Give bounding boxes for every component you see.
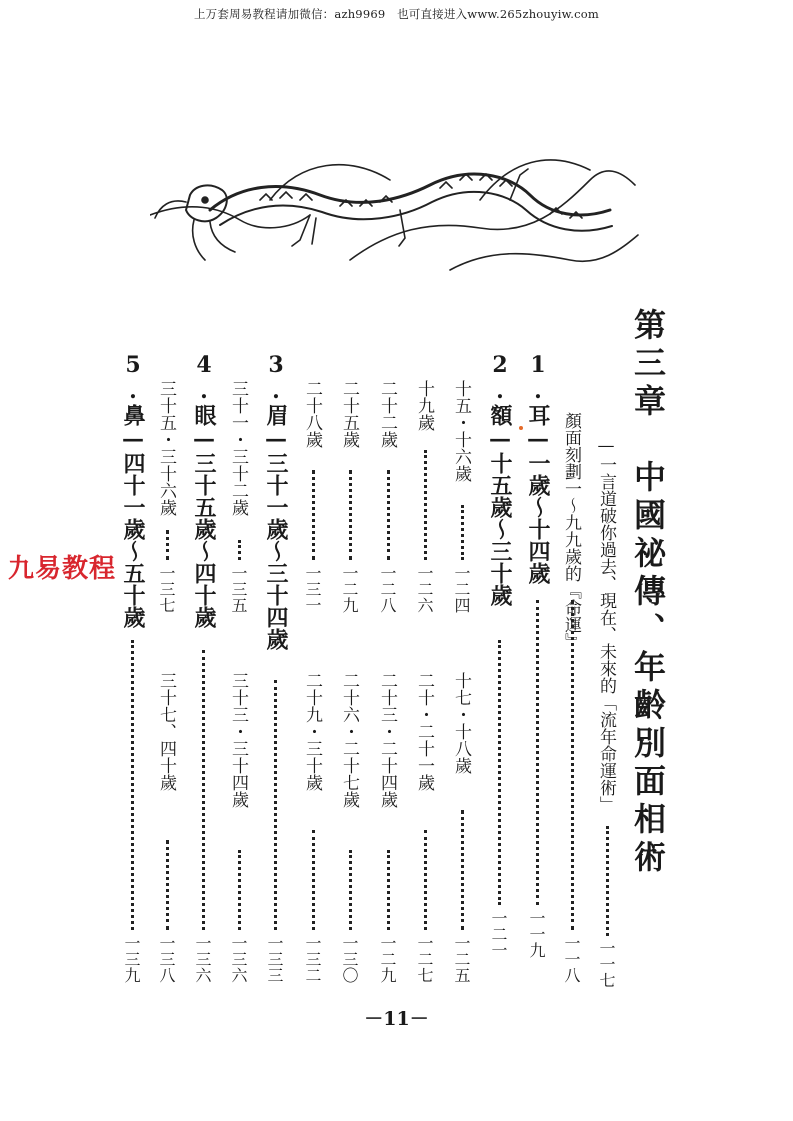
toc-page-number: 一三三 bbox=[265, 935, 284, 983]
toc-entry[interactable]: 三十三・三十四歲 bbox=[228, 672, 248, 808]
toc-entry[interactable]: 二十二歲 bbox=[377, 380, 397, 448]
red-mark bbox=[519, 426, 523, 430]
toc-entry[interactable]: 二十三・二十四歲 bbox=[377, 672, 397, 808]
toc-section-heading[interactable]: 5.鼻—四十一歲〜五十歲 bbox=[120, 352, 146, 628]
toc-page-number: 一三〇 bbox=[340, 935, 359, 983]
toc-page-number: 一二九 bbox=[378, 935, 397, 983]
subtitle-leader bbox=[606, 826, 609, 936]
chapter-title: 第三章 中國祕傳、年齡別面相術 bbox=[629, 308, 667, 878]
toc-page-number: 一三九 bbox=[122, 935, 141, 983]
toc-page-number: 一二六 bbox=[415, 565, 434, 613]
toc-entry[interactable]: 三十五・三十六歲 bbox=[156, 380, 176, 516]
toc-leader-dots bbox=[202, 650, 205, 930]
toc-page-number: 一三一 bbox=[303, 565, 322, 613]
toc-leader-dots bbox=[238, 540, 241, 560]
toc-page-number: 一二七 bbox=[415, 935, 434, 983]
toc-entry[interactable]: 顏面刻劃一〜九九歲的『命運』 bbox=[561, 412, 581, 650]
toc-leader-dots bbox=[387, 470, 390, 560]
toc-page-number: 一三六 bbox=[193, 935, 212, 983]
toc-entry[interactable]: 二十八歲 bbox=[302, 380, 322, 448]
top-banner: 上万套周易教程请加微信：azh9969 也可直接进入www.265zhouyiw.com bbox=[193, 7, 600, 21]
toc-page-number: 一三七 bbox=[157, 565, 176, 613]
toc-leader-dots bbox=[387, 850, 390, 930]
toc-leader-dots bbox=[461, 505, 464, 560]
toc-leader-dots bbox=[131, 640, 134, 930]
chapter-subtitle: —一言道破你過去、現在、未來的「流年命運術」 bbox=[596, 436, 616, 813]
toc-section-heading[interactable]: 4.眼—三十五歲〜四十歲 bbox=[191, 352, 217, 628]
toc-leader-dots bbox=[461, 810, 464, 930]
toc-entry[interactable]: 三十七、四十歲 bbox=[156, 672, 176, 791]
toc-page-number: 一二九 bbox=[340, 565, 359, 613]
toc-leader-dots bbox=[166, 840, 169, 930]
subtitle-page: 一一七 bbox=[597, 940, 616, 988]
toc-page-number: 一二八 bbox=[378, 565, 397, 613]
toc-leader-dots bbox=[536, 600, 539, 905]
toc-entry[interactable]: 十五・十六歲 bbox=[451, 380, 471, 482]
toc-page-number: 一三八 bbox=[157, 935, 176, 983]
toc-leader-dots bbox=[498, 640, 501, 905]
toc-leader-dots bbox=[424, 830, 427, 930]
toc-entry[interactable]: 二十五歲 bbox=[339, 380, 359, 448]
toc-page-number: 一一八 bbox=[562, 935, 581, 983]
toc-section-heading[interactable]: 2.額—十五歲〜三十歲 bbox=[487, 352, 513, 606]
toc-page-number: 一二一 bbox=[489, 910, 508, 958]
toc-entry[interactable]: 三十一・三十二歲 bbox=[228, 380, 248, 516]
toc-leader-dots bbox=[312, 470, 315, 560]
toc-leader-dots bbox=[349, 850, 352, 930]
toc-entry[interactable]: 十七・十八歲 bbox=[451, 672, 471, 774]
toc-entry[interactable]: 二十六・二十七歲 bbox=[339, 672, 359, 808]
toc-section-heading[interactable]: 1.耳—一歲〜十四歲 bbox=[525, 352, 551, 584]
toc-leader-dots bbox=[312, 830, 315, 930]
toc-page-number: 一三二 bbox=[303, 935, 322, 983]
toc-leader-dots bbox=[274, 680, 277, 930]
toc-entry[interactable]: 十九歲 bbox=[414, 380, 434, 431]
page-number: －11－ bbox=[364, 1008, 429, 1030]
toc-leader-dots bbox=[166, 530, 169, 560]
toc-page-number: 一一九 bbox=[527, 910, 546, 958]
toc-page-number: 一二五 bbox=[452, 935, 471, 983]
toc-page-number: 一三五 bbox=[229, 565, 248, 613]
toc-page-number: 一二四 bbox=[452, 565, 471, 613]
watermark: 九易教程 bbox=[8, 554, 117, 584]
toc-leader-dots bbox=[571, 600, 574, 930]
toc-section-heading[interactable]: 3.眉—三十一歲〜三十四歲 bbox=[263, 352, 289, 650]
toc-page-number: 一三六 bbox=[229, 935, 248, 983]
toc-leader-dots bbox=[238, 850, 241, 930]
dragon-ornament bbox=[150, 140, 640, 280]
toc-leader-dots bbox=[349, 470, 352, 560]
toc-entry[interactable]: 二十・二十一歲 bbox=[414, 672, 434, 791]
toc-leader-dots bbox=[424, 450, 427, 560]
toc-entry[interactable]: 二十九・三十歲 bbox=[302, 672, 322, 791]
